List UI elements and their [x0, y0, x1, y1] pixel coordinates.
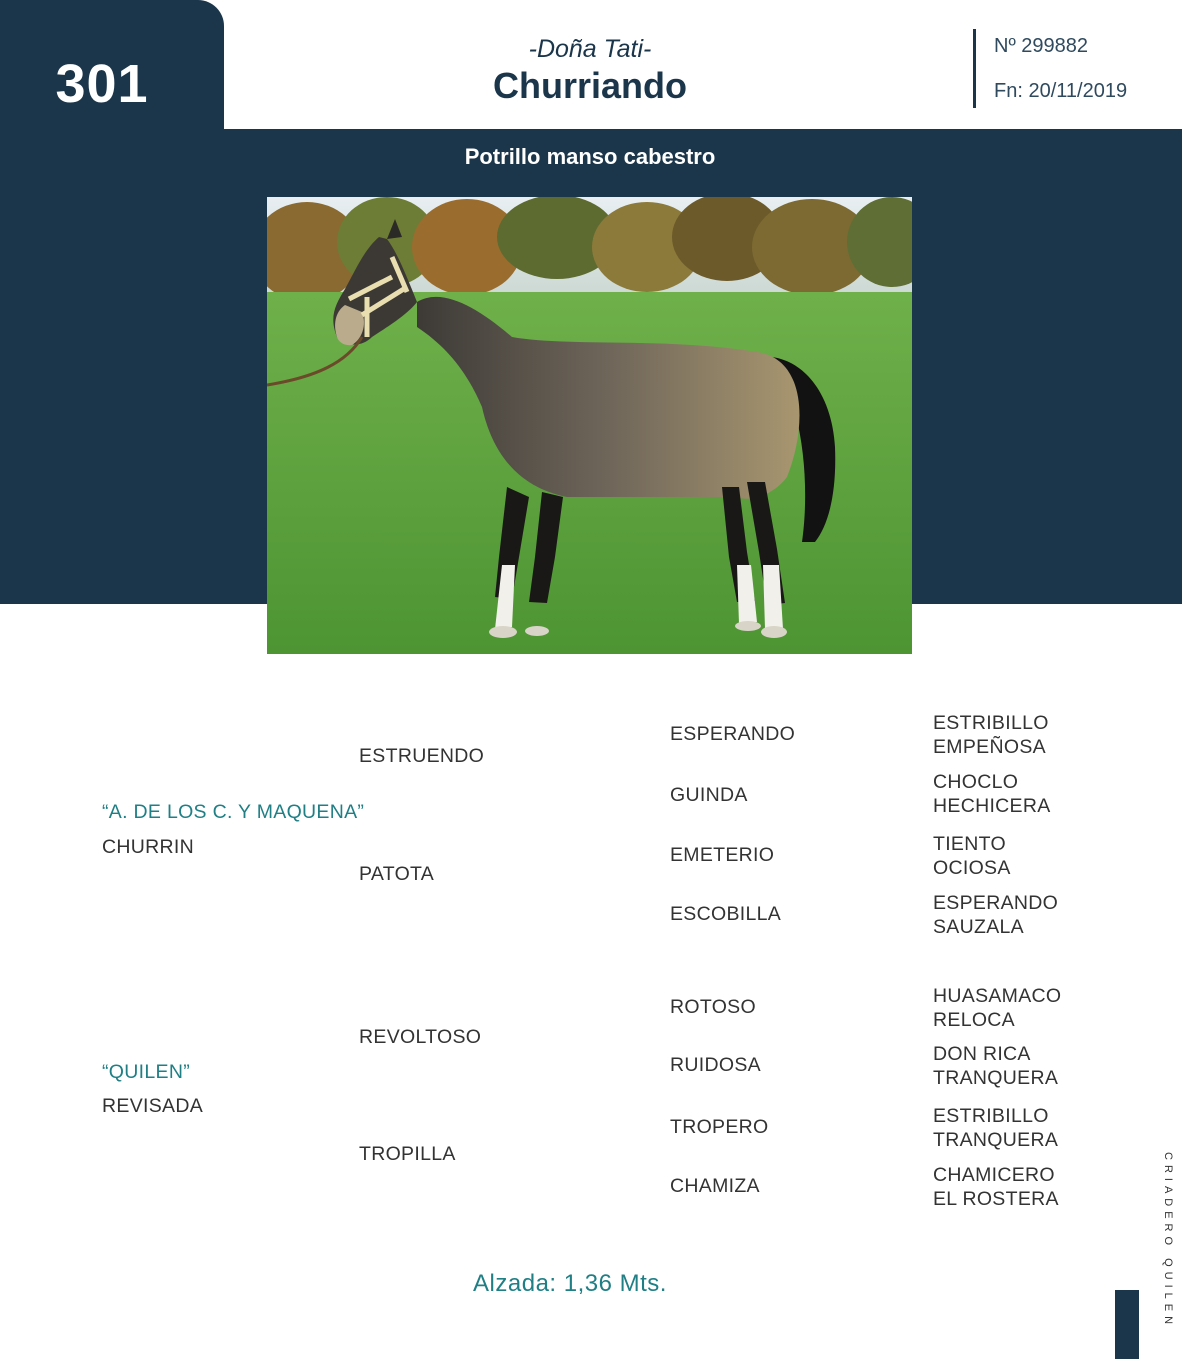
side-label: CRIADERO QUILEN — [1162, 1152, 1174, 1330]
ancestor-name: CHAMICERO — [933, 1164, 1055, 1186]
maternal-granddam: TROPILLA — [359, 1143, 456, 1165]
dam-breeder: “QUILEN” — [102, 1061, 190, 1083]
category-label: Potrillo manso cabestro — [464, 144, 716, 169]
ancestor-name: HECHICERA — [933, 795, 1051, 817]
breeder-name: -Doña Tati- — [528, 35, 652, 63]
ancestor-name: ESPERANDO — [670, 723, 796, 745]
ancestor-name: ESTRIBILLO — [933, 1105, 1049, 1127]
ancestor-name: SAUZALA — [933, 916, 1024, 938]
ancestor-name: HUASAMACO — [933, 985, 1062, 1007]
lot-number: 301 — [55, 54, 149, 114]
paternal-granddam: PATOTA — [359, 863, 435, 885]
ancestor-name: CHOCLO — [933, 771, 1019, 793]
ancestor-name: ESCOBILLA — [670, 903, 782, 925]
registration-number: Nº 299882 — [994, 35, 1089, 57]
horse-name: Churriando — [493, 65, 687, 106]
sire-breeder: “A. DE LOS C. Y MAQUENA” — [102, 801, 365, 823]
height-label: Alzada: 1,36 Mts. — [473, 1270, 667, 1297]
ancestor-name: TRANQUERA — [933, 1067, 1059, 1089]
paternal-grandsire: ESTRUENDO — [359, 745, 485, 767]
maternal-grandsire: REVOLTOSO — [359, 1026, 482, 1048]
ancestor-name: EMPEÑOSA — [933, 736, 1046, 758]
divider — [973, 29, 976, 108]
birth-date: Fn: 20/11/2019 — [994, 80, 1128, 102]
ancestor-name: ESPERANDO — [933, 892, 1059, 914]
ancestor-name: CHAMIZA — [670, 1175, 760, 1197]
ancestor-name: ESTRIBILLO — [933, 712, 1049, 734]
ancestor-name: OCIOSA — [933, 857, 1011, 879]
ancestor-name: TRANQUERA — [933, 1129, 1059, 1151]
ancestor-name: EL ROSTERA — [933, 1188, 1059, 1210]
ancestor-name: DON RICA — [933, 1043, 1031, 1065]
side-bar — [1115, 1290, 1139, 1359]
ancestor-name: ROTOSO — [670, 996, 756, 1018]
ancestor-name: RUIDOSA — [670, 1054, 761, 1076]
ancestor-name: EMETERIO — [670, 844, 775, 866]
ancestor-name: TIENTO — [933, 833, 1006, 855]
ancestor-name: TROPERO — [670, 1116, 769, 1138]
sire-name: CHURRIN — [102, 836, 195, 858]
horse-photo — [267, 197, 912, 654]
dam-name: REVISADA — [102, 1095, 204, 1117]
ancestor-name: GUINDA — [670, 784, 748, 806]
ancestor-name: RELOCA — [933, 1009, 1015, 1031]
